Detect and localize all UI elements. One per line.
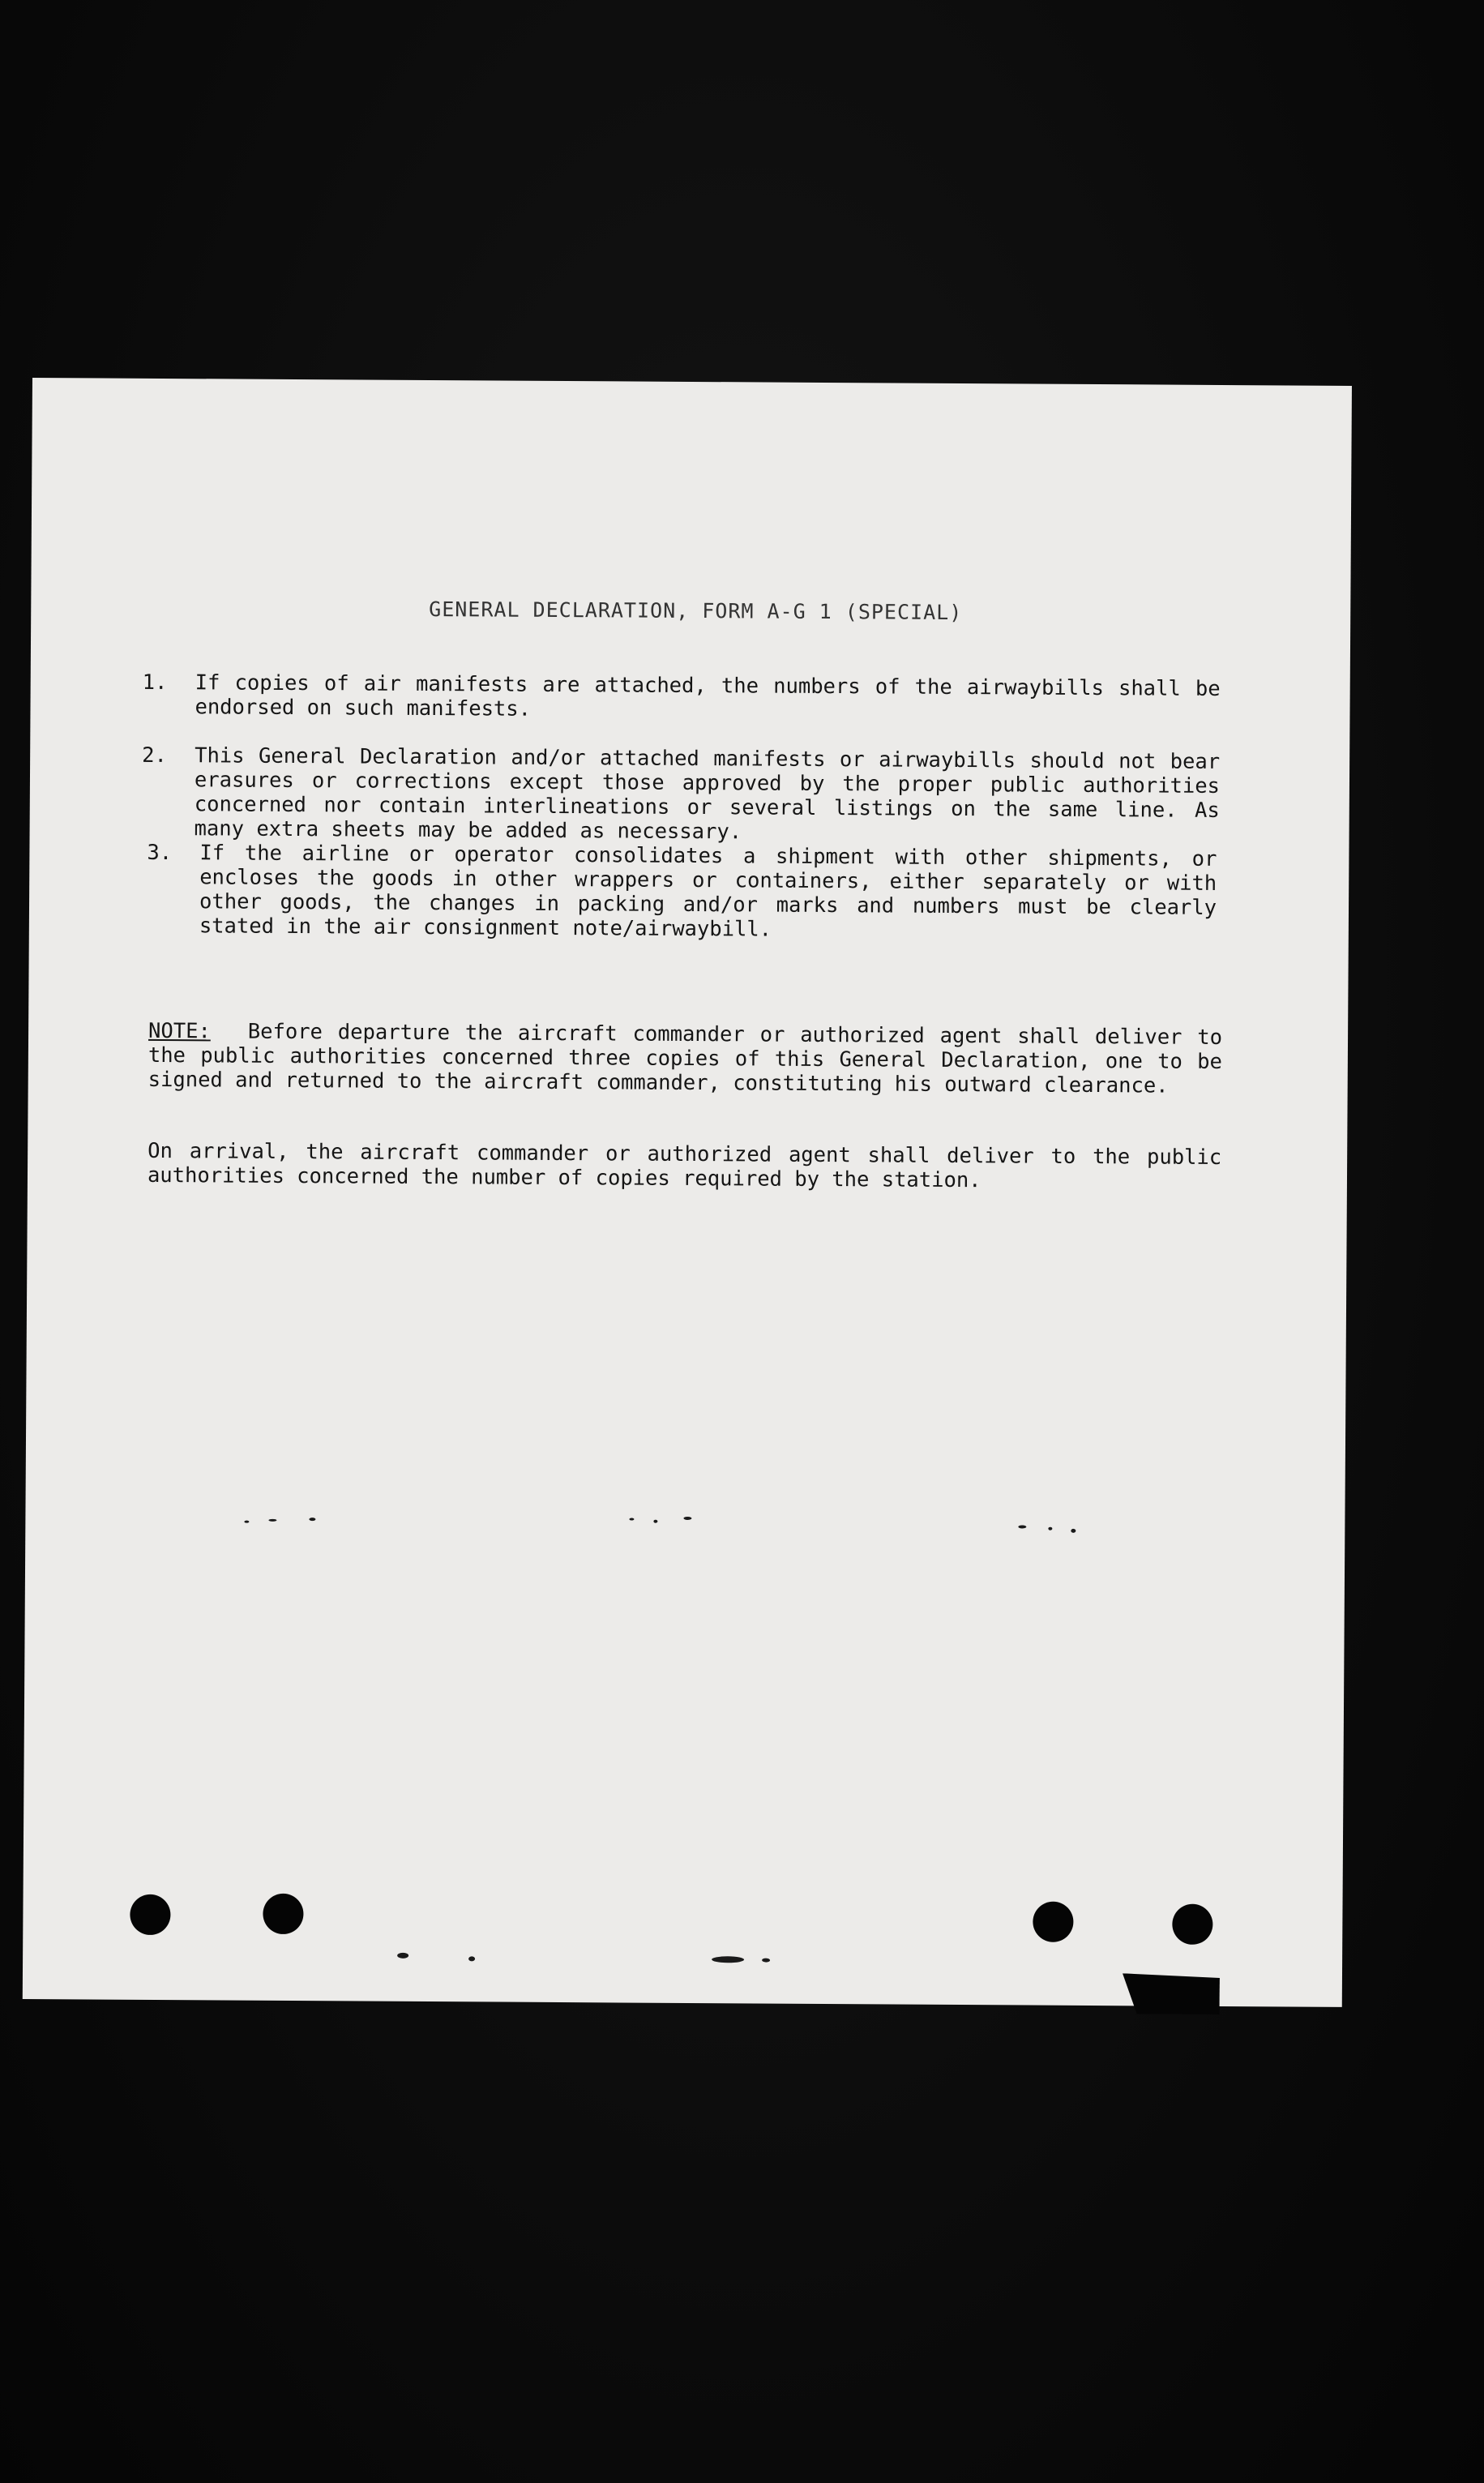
scan-speck: [268, 1519, 276, 1522]
item-number: 1.: [142, 670, 168, 696]
punch-hole: [1172, 1904, 1212, 1945]
scan-speck: [762, 1959, 770, 1963]
scan-speck: [653, 1520, 657, 1523]
punch-hole: [130, 1894, 170, 1935]
item-text: This General Declaration and/or attached manifests or airwaybills should not bear erasures or corrections except those approved by the proper public authorities concerned nor contain interlineations or several listings on the same line. As many extra sheets may be added as necessary.: [194, 743, 1221, 845]
scan-speck: [309, 1518, 315, 1521]
torn-corner: [1123, 1973, 1220, 2014]
note-text: Before departure the aircraft commander or authorized agent shall deliver to the public authorities concerned three copies of this General Declaration, one to be signed and returned to the aircraft commander, constituting his outward clearance.: [148, 1019, 1223, 1098]
item-number: 3.: [147, 840, 173, 866]
document-page: [23, 378, 1352, 2007]
punch-hole: [1033, 1902, 1073, 1942]
note-paragraph: [148, 1019, 1223, 1098]
scan-speck: [397, 1953, 408, 1959]
item-text: If the airline or operator consolidates a shipment with other shipments, or encloses the goods in other wrappers or containers, either separately or with other goods, the changes in packing and/or marks and numbers must be clearly stated in the air consignment note/airwaybill.: [199, 841, 1217, 942]
arrival-paragraph: On arrival, the aircraft commander or authorized agent shall deliver to the public authorities concerned the number of copies required by the station.: [147, 1138, 1222, 1193]
punch-hole: [263, 1894, 303, 1934]
scan-speck: [683, 1517, 691, 1520]
scan-speck: [1018, 1525, 1026, 1528]
scan-speck: [1048, 1527, 1052, 1530]
scan-speck: [712, 1956, 744, 1963]
note-label: NOTE:: [148, 1018, 211, 1044]
scan-speck: [468, 1956, 475, 1961]
scan-speck: [629, 1518, 634, 1521]
document-title: GENERAL DECLARATION, FORM A-G 1 (SPECIAL): [429, 597, 963, 625]
scan-speck: [1071, 1529, 1076, 1533]
item-number: 2.: [142, 743, 167, 768]
item-text: If copies of air manifests are attached, the numbers of the airwaybills shall be endorsed on such manifests.: [195, 670, 1221, 721]
scan-speck: [244, 1521, 249, 1523]
